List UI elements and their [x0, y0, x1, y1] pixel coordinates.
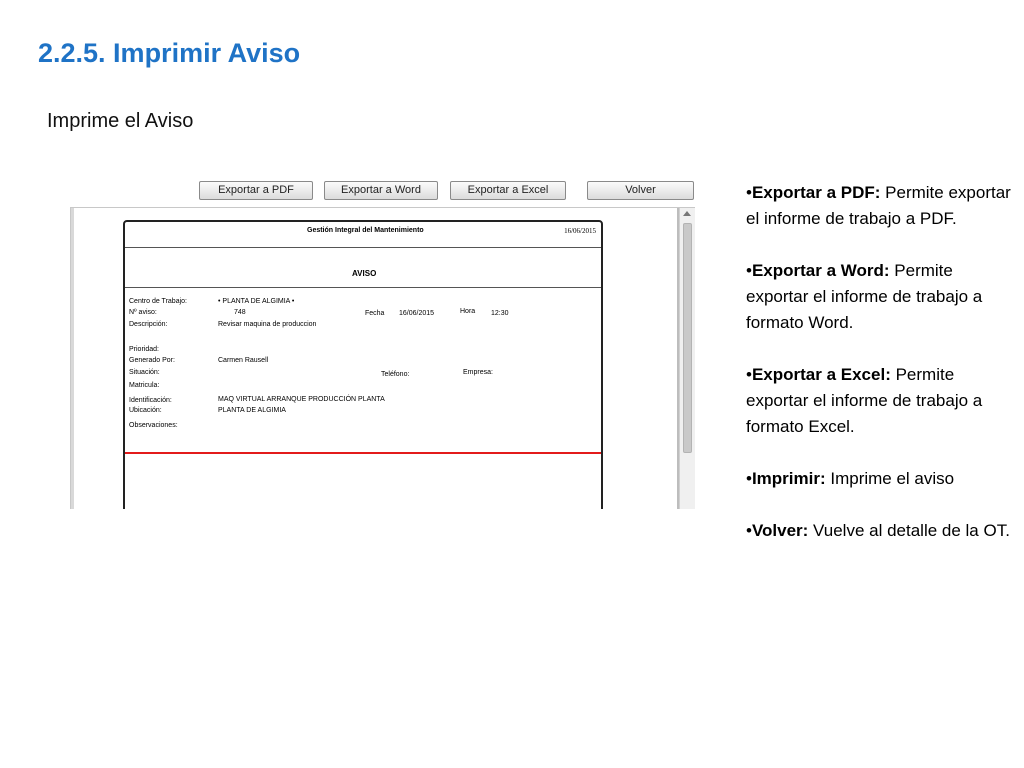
separator-line — [125, 452, 601, 454]
bullet-text: Permite exportar el informe de trabajo a formato Excel. — [746, 365, 983, 436]
fecha-label: Fecha — [365, 310, 385, 317]
bullet-print: •Imprimir: Imprime el aviso — [746, 469, 955, 488]
bullet-term: Exportar a PDF: — [751, 183, 881, 202]
centro-label: Centro de Trabajo: — [129, 298, 187, 305]
situacion-label: Situación: — [129, 369, 160, 376]
slide-subtitle: Imprime el Aviso — [47, 110, 194, 132]
bullet-export-word: •Exportar a Word: Permite exportar el informe de trabajo a formato Word. — [746, 261, 983, 332]
ubicacion-label: Ubicación: — [129, 407, 162, 414]
ubicacion-value: PLANTA DE ALGIMIA — [218, 407, 286, 414]
bullet-term: Exportar a Word: — [751, 261, 890, 280]
scroll-thumb[interactable] — [683, 223, 692, 453]
bullet-text: Permite exportar el informe de trabajo a formato Word. — [746, 261, 983, 332]
bullet-text: Vuelve al detalle de la OT. — [808, 521, 1010, 540]
report-viewer[interactable] — [70, 207, 695, 509]
generado-value: Carmen Rausell — [218, 357, 269, 364]
empresa-label: Empresa: — [463, 369, 493, 376]
slide-title: 2.2.5. Imprimir Aviso — [38, 38, 301, 68]
bullet-back: •Volver: Vuelve al detalle de la OT. — [746, 521, 1010, 540]
export-excel-button[interactable]: Exportar a Excel — [450, 181, 566, 200]
numero-label: Nº aviso: — [129, 309, 157, 316]
back-button[interactable]: Volver — [587, 181, 694, 200]
matricula-label: Matricula: — [129, 382, 160, 389]
bullet-text: Permite exportar el informe de trabajo a PDF. — [746, 183, 1011, 228]
feature-list — [746, 180, 1018, 570]
hora-value: 12:30 — [491, 310, 509, 317]
bullet-term: Exportar a Excel: — [751, 365, 891, 384]
fecha-value: 16/06/2015 — [399, 310, 435, 317]
report-canvas — [71, 208, 679, 509]
prioridad-label: Prioridad: — [129, 346, 159, 353]
bullet-text: Imprime el aviso — [825, 469, 955, 488]
bullet-term: Imprimir: — [751, 469, 826, 488]
report-title: AVISO — [352, 269, 377, 278]
generado-label: Generado Por: — [129, 357, 175, 364]
descripcion-label: Descripción: — [129, 321, 168, 328]
numero-value: 748 — [234, 309, 246, 316]
report-org: Gestión Integral del Mantenimiento — [307, 227, 424, 234]
identificacion-value: MAQ VIRTUAL ARRANQUE PRODUCCIÓN PLANTA — [218, 396, 385, 403]
export-word-button[interactable]: Exportar a Word — [324, 181, 438, 200]
vertical-scrollbar[interactable] — [679, 208, 695, 509]
export-pdf-button[interactable]: Exportar a PDF — [199, 181, 313, 200]
bullet-export-excel: •Exportar a Excel: Permite exportar el informe de trabajo a formato Excel. — [746, 365, 983, 436]
hora-label: Hora — [460, 308, 476, 315]
descripcion-value: Revisar maquina de produccion — [218, 321, 317, 328]
bullet-term: Volver: — [751, 521, 809, 540]
report-toolbar — [199, 181, 695, 200]
identificacion-label: Identificación: — [129, 397, 172, 404]
centro-value: • PLANTA DE ALGIMIA • — [218, 298, 295, 305]
report-title-band — [125, 247, 601, 288]
telefono-label: Teléfono: — [381, 371, 410, 378]
report-page — [123, 220, 603, 509]
report-date: 16/06/2015 — [564, 227, 596, 235]
bullet-export-pdf: •Exportar a PDF: Permite exportar el informe de trabajo a PDF. — [746, 183, 1011, 228]
observaciones-label: Observaciones: — [129, 422, 178, 429]
report-header — [125, 222, 601, 248]
scroll-up-arrow-icon[interactable] — [683, 211, 691, 216]
